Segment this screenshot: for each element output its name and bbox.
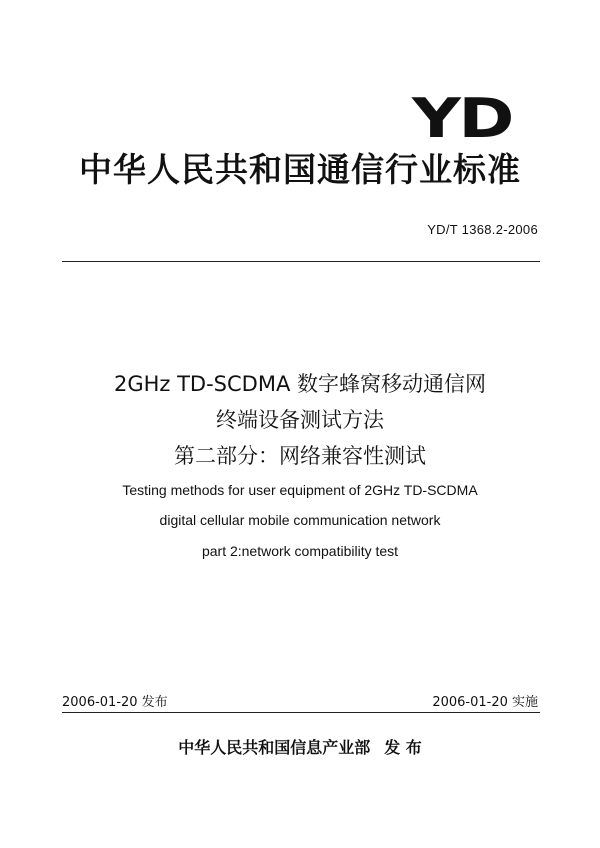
issuer-row: [0, 735, 600, 758]
en-title-line-2: digital cellular mobile communication network: [159, 512, 441, 528]
en-title-line-1: Testing methods for user equipment of 2GHz TD-SCDMA: [122, 482, 478, 498]
en-title-line-3: part 2:network compatibility test: [201, 543, 399, 559]
cn-title-line-2: 终端设备测试方法: [216, 408, 384, 432]
standard-number: YD/T 1368.2-2006: [427, 222, 538, 237]
cn-title-line-1: 2GHz TD-SCDMA 数字蜂窝移动通信网: [113, 372, 487, 396]
implement-date: 2006-01-20 实施: [432, 695, 538, 710]
bottom-divider: [62, 712, 540, 713]
issuer-verb: 发 布: [384, 738, 422, 757]
cn-title-line-3: 第二部分：网络兼容性测试: [174, 444, 426, 468]
issuer-name: 中华人民共和国信息产业部: [178, 738, 371, 757]
issue-date: 2006-01-20 发布: [62, 695, 168, 710]
standard-title: 中华人民共和国通信行业标准: [79, 150, 521, 189]
top-divider: [62, 261, 540, 262]
yd-logo: YD: [412, 87, 512, 150]
